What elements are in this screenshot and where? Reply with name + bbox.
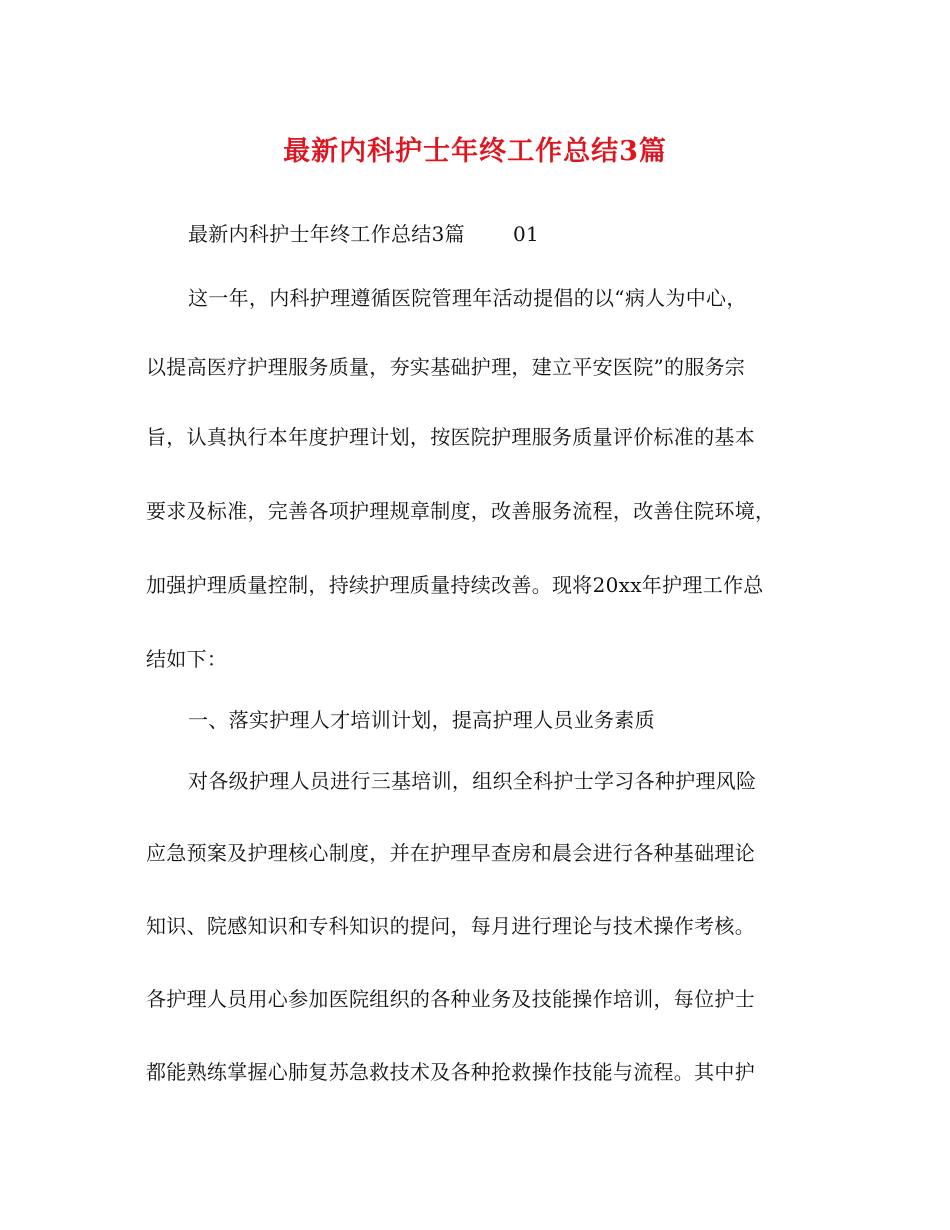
paragraph-line: 要求及标准，完善各项护理规章制度，改善服务流程，改善住院环境，: [146, 499, 776, 523]
subheading-number: 01: [512, 222, 539, 246]
paragraph-line: 旨，认真执行本年度护理计划，按医院护理服务质量评价标准的基本: [146, 425, 755, 449]
paragraph-line: 以提高医疗护理服务质量，夯实基础护理，建立平安医院”的服务宗: [146, 355, 746, 379]
paragraph-line: 加强护理质量控制，持续护理质量持续改善。现将20xx年护理工作总: [146, 573, 764, 597]
paragraph-line: 这一年，内科护理遵循医院管理年活动提倡的以“病人为中心，: [188, 286, 747, 310]
document-title: 最新内科护士年终工作总结3篇: [283, 136, 667, 167]
subheading-text: 最新内科护士年终工作总结3篇: [188, 222, 465, 246]
paragraph-line: 结如下：: [146, 647, 228, 671]
section-heading: 一、落实护理人才培训计划，提高护理人员业务素质: [188, 708, 655, 732]
paragraph-line: 对各级护理人员进行三基培训，组织全科护士学习各种护理风险: [188, 769, 757, 793]
section-subheading: [188, 219, 539, 249]
paragraph-line: 都能熟练掌握心肺复苏急救技术及各种抢救操作技能与流程。其中护: [146, 1060, 755, 1084]
paragraph-line: 各护理人员用心参加医院组织的各种业务及技能操作培训，每位护士: [146, 987, 755, 1011]
paragraph-line: 应急预案及护理核心制度，并在护理早查房和晨会进行各种基础理论: [146, 841, 755, 865]
paragraph-line: 知识、院感知识和专科知识的提问，每月进行理论与技术操作考核。: [146, 914, 755, 938]
